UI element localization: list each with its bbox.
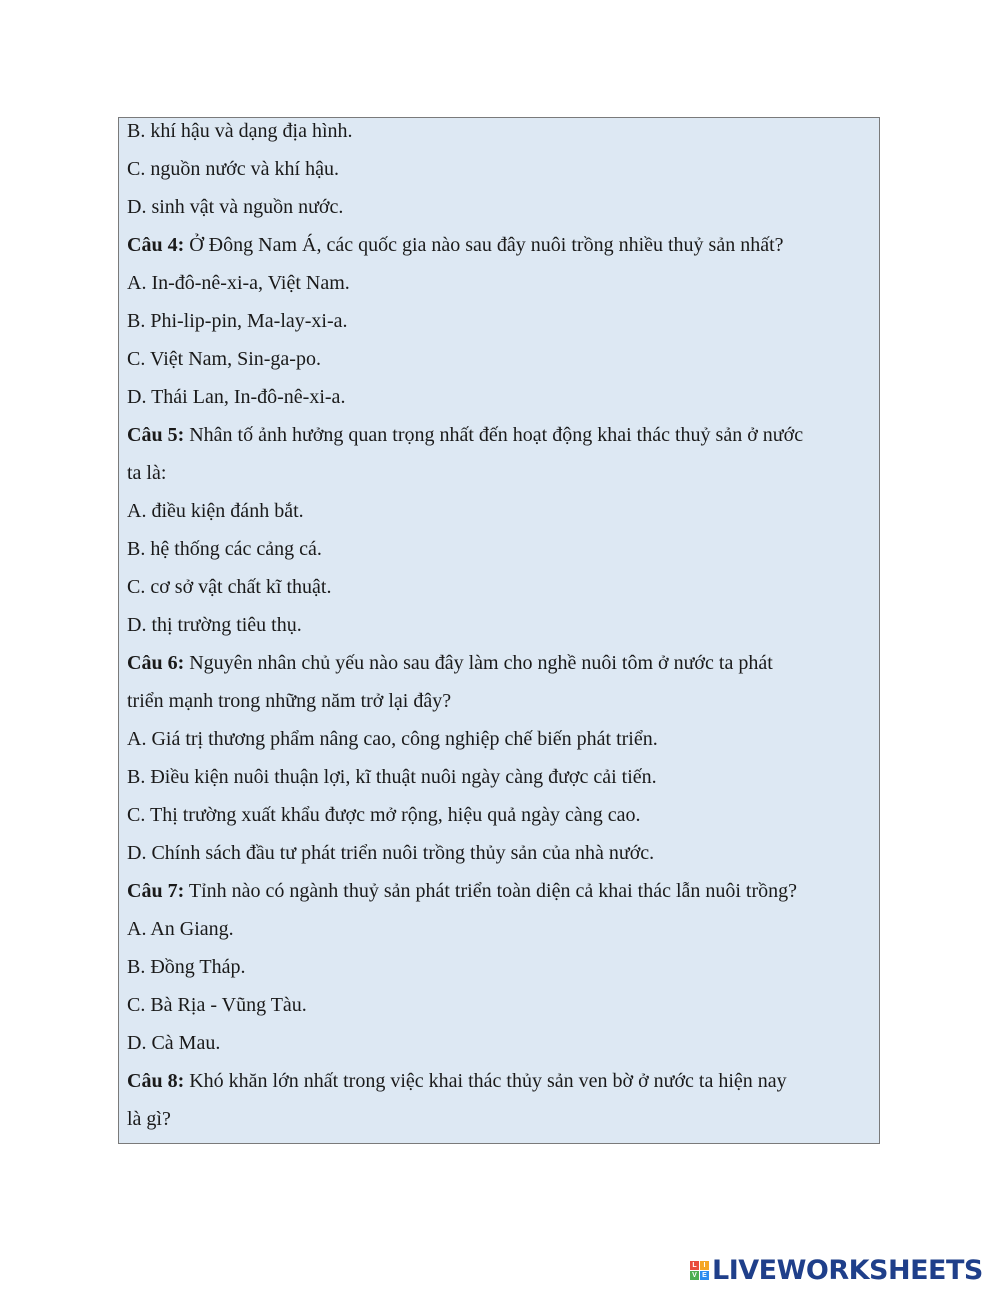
option-b: B. Đồng Tháp. bbox=[127, 956, 246, 978]
logo-block: I bbox=[700, 1261, 709, 1270]
option-c: C. Thị trường xuất khẩu được mở rộng, hiệu quả ngày càng cao. bbox=[127, 804, 641, 826]
option-a: A. Giá trị thương phẩm nâng cao, công nghiệp chế biến phát triển. bbox=[127, 728, 658, 750]
option-b: B. Điều kiện nuôi thuận lợi, kĩ thuật nuôi ngày càng được cải tiến. bbox=[127, 766, 657, 788]
logo-block: L bbox=[690, 1261, 699, 1270]
option-a: A. điều kiện đánh bắt. bbox=[127, 500, 304, 522]
logo-block: V bbox=[690, 1271, 699, 1280]
option-b: B. hệ thống các cảng cá. bbox=[127, 538, 322, 560]
live-blocks-icon bbox=[690, 1261, 709, 1280]
option-d: D. Thái Lan, In-đô-nê-xi-a. bbox=[127, 386, 346, 408]
text-line: B. khí hậu và dạng địa hình. bbox=[127, 120, 353, 142]
option-a: A. In-đô-nê-xi-a, Việt Nam. bbox=[127, 272, 350, 294]
liveworksheets-logo bbox=[690, 1256, 983, 1284]
question-7: Câu 7: Tỉnh nào có ngành thuỷ sản phát triển toàn diện cả khai thác lẫn nuôi trồng? bbox=[127, 880, 798, 902]
option-b: B. Phi-lip-pin, Ma-lay-xi-a. bbox=[127, 310, 348, 332]
question-6-cont: triển mạnh trong những năm trở lại đây? bbox=[127, 690, 452, 712]
question-5-cont: ta là: bbox=[127, 462, 167, 484]
option-a: A. An Giang. bbox=[127, 918, 234, 940]
question-8-cont: là gì? bbox=[127, 1108, 171, 1130]
question-4: Câu 4: Ở Đông Nam Á, các quốc gia nào sau đây nuôi trồng nhiều thuỷ sản nhất? bbox=[127, 234, 784, 256]
logo-block: E bbox=[700, 1271, 709, 1280]
question-8: Câu 8: Khó khăn lớn nhất trong việc khai thác thủy sản ven bờ ở nước ta hiện nay bbox=[127, 1070, 787, 1092]
text-line: D. sinh vật và nguồn nước. bbox=[127, 196, 344, 218]
option-d: D. Cà Mau. bbox=[127, 1032, 221, 1054]
option-d: D. thị trường tiêu thụ. bbox=[127, 614, 302, 636]
text-line: C. nguồn nước và khí hậu. bbox=[127, 158, 339, 180]
question-6: Câu 6: Nguyên nhân chủ yếu nào sau đây làm cho nghề nuôi tôm ở nước ta phát bbox=[127, 652, 773, 674]
question-5: Câu 5: Nhân tố ảnh hưởng quan trọng nhất đến hoạt động khai thác thuỷ sản ở nước bbox=[127, 424, 804, 446]
option-c: C. Bà Rịa - Vũng Tàu. bbox=[127, 994, 307, 1016]
brand-name: LIVEWORKSHEETS bbox=[712, 1254, 983, 1286]
option-c: C. cơ sở vật chất kĩ thuật. bbox=[127, 576, 332, 598]
option-c: C. Việt Nam, Sin-ga-po. bbox=[127, 348, 321, 370]
option-d: D. Chính sách đầu tư phát triển nuôi trồng thủy sản của nhà nước. bbox=[127, 842, 655, 864]
